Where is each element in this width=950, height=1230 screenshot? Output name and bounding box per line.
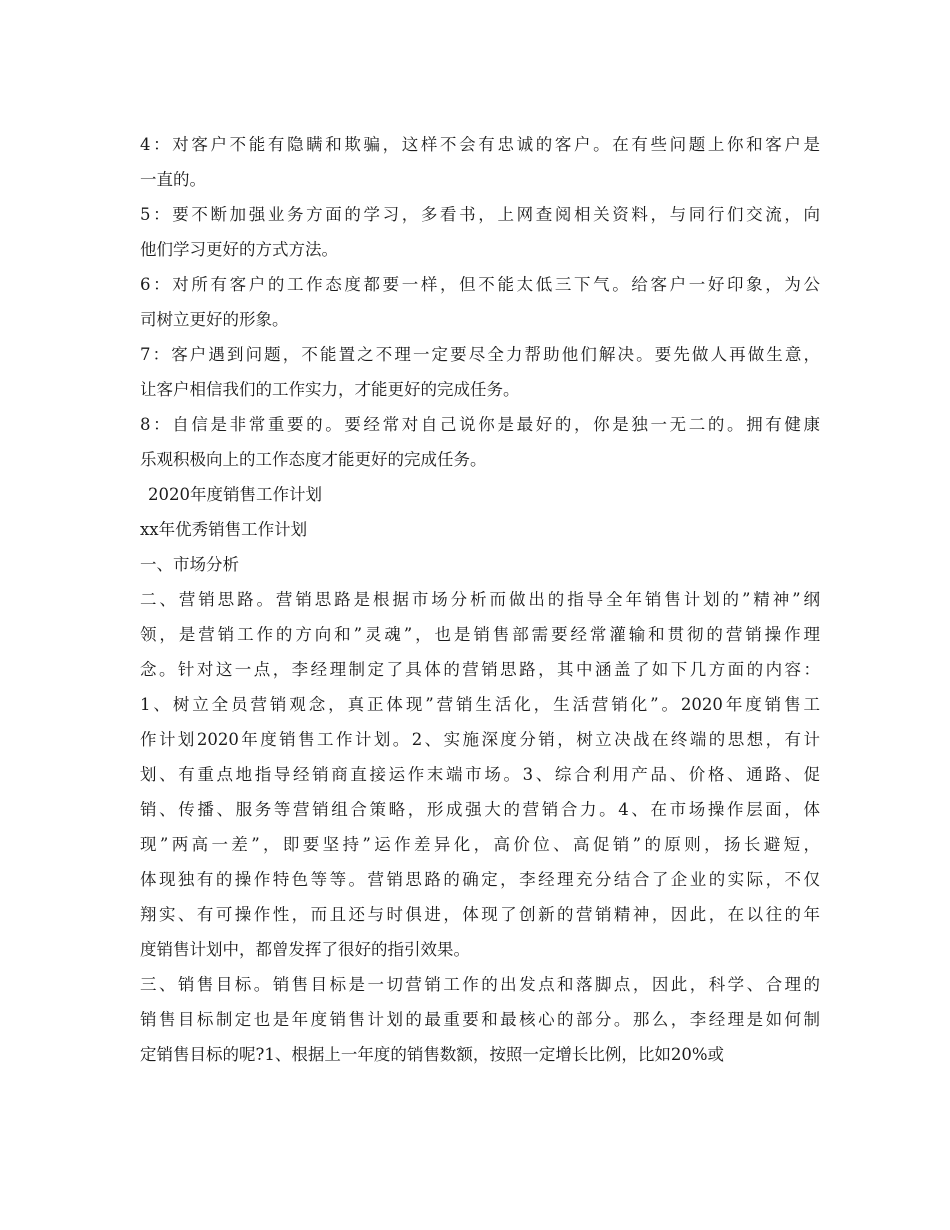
text-line: 定销售目标的呢?1、根据上一年度的销售数额，按照一定增长比例，比如20%或 [140, 1045, 725, 1064]
document-body [140, 127, 820, 1072]
text-line: 他们学习更好的方式方法。 [140, 240, 338, 259]
text-line: 6：对所有客户的工作态度都要一样，但不能太低三下气。给客户一好印象，为公 [140, 275, 820, 294]
text-line: 领，是营销工作的方向和”灵魂”，也是销售部需要经常灌输和贯彻的营销操作理 [140, 625, 820, 644]
text-line: 7：客户遇到问题，不能置之不理一定要尽全力帮助他们解决。要先做人再做生意， [140, 345, 820, 364]
text-line: 让客户相信我们的工作实力，才能更好的完成任务。 [140, 380, 520, 399]
text-line: 8：自信是非常重要的。要经常对自己说你是最好的，你是独一无二的。拥有健康 [140, 415, 820, 434]
text-line: 一、市场分析 [140, 555, 239, 574]
text-line: 2020年度销售工作计划 [148, 485, 322, 504]
text-line: 度销售计划中，都曾发挥了很好的指引效果。 [140, 940, 470, 959]
text-line: 一直的。 [140, 170, 206, 189]
text-line: 4：对客户不能有隐瞒和欺骗，这样不会有忠诚的客户。在有些问题上你和客户是 [140, 135, 820, 154]
text-line: 销售目标制定也是年度销售计划的最重要和最核心的部分。那么，李经理是如何制 [140, 1010, 820, 1029]
text-line: xx年优秀销售工作计划 [140, 520, 308, 539]
text-line: 二、营销思路。营销思路是根据市场分析而做出的指导全年销售计划的”精神”纲 [140, 590, 820, 609]
text-line: 乐观积极向上的工作态度才能更好的完成任务。 [140, 450, 487, 469]
text-line: 三、销售目标。销售目标是一切营销工作的出发点和落脚点，因此，科学、合理的 [140, 975, 820, 994]
text-line: 1、树立全员营销观念，真正体现”营销生活化，生活营销化”。2020年度销售工 [140, 695, 820, 714]
text-line: 销、传播、服务等营销组合策略，形成强大的营销合力。4、在市场操作层面，体 [140, 800, 820, 819]
text-line: 划、有重点地指导经销商直接运作末端市场。3、综合利用产品、价格、通路、促 [140, 765, 820, 784]
text-line: 作计划2020年度销售工作计划。2、实施深度分销，树立决战在终端的思想，有计 [140, 730, 820, 749]
text-line: 5：要不断加强业务方面的学习，多看书，上网查阅相关资料，与同行们交流，向 [140, 205, 820, 224]
text-line: 念。针对这一点，李经理制定了具体的营销思路，其中涵盖了如下几方面的内容： [140, 660, 820, 679]
text-line: 体现独有的操作特色等等。营销思路的确定，李经理充分结合了企业的实际，不仅 [140, 870, 820, 889]
text-line: 现”两高一差”，即要坚持”运作差异化，高价位、高促销”的原则，扬长避短， [140, 835, 820, 854]
text-line: 司树立更好的形象。 [140, 310, 289, 329]
text-line: 翔实、有可操作性，而且还与时俱进，体现了创新的营销精神，因此，在以往的年 [140, 905, 820, 924]
